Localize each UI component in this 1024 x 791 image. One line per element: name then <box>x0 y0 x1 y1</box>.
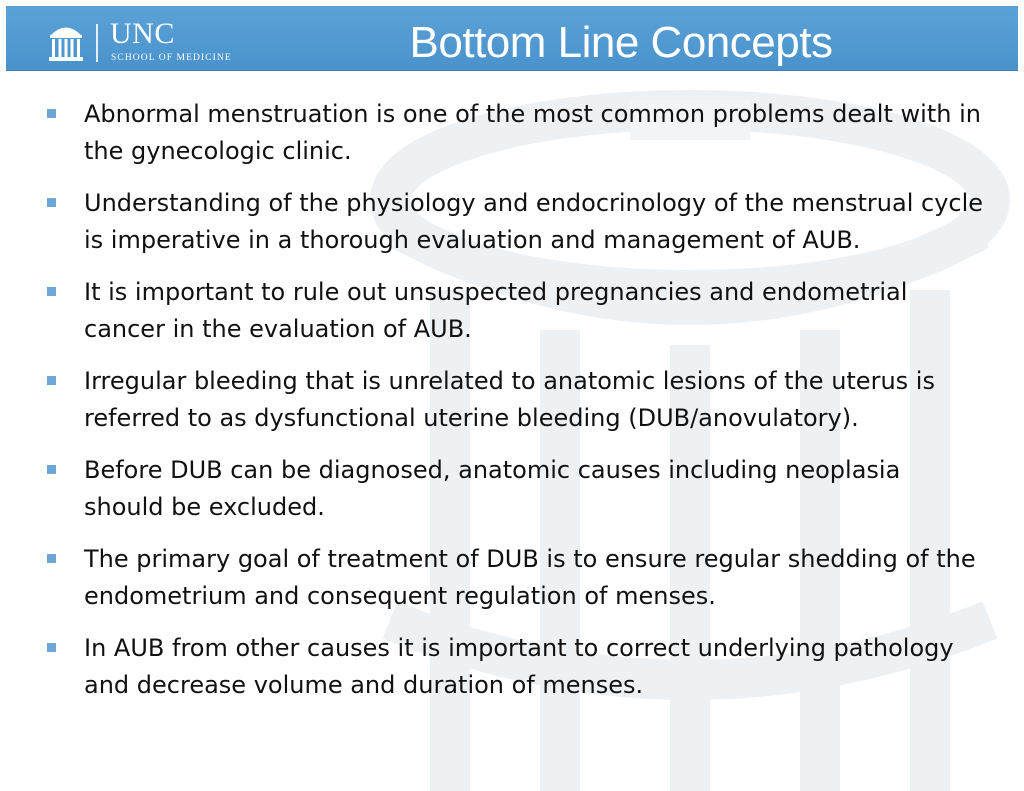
square-bullet-icon <box>47 109 56 118</box>
square-bullet-icon <box>47 198 56 207</box>
bullet-text: Before DUB can be diagnosed, anatomic causes including neoplasia should be excluded. <box>84 456 901 521</box>
bullet-text: Abnormal menstruation is one of the most common problems dealt with in the gynecologic clinic. <box>84 100 981 165</box>
square-bullet-icon <box>47 643 56 652</box>
bullet-item <box>40 363 985 437</box>
square-bullet-icon <box>47 376 56 385</box>
logo-subtitle: SCHOOL OF MEDICINE <box>111 53 232 63</box>
bullet-item <box>40 185 985 259</box>
logo-divider <box>96 24 98 62</box>
logo-name: UNC <box>110 17 175 50</box>
square-bullet-icon <box>47 554 56 563</box>
slide-title: Bottom Line Concepts <box>409 18 833 67</box>
old-well-icon <box>48 22 84 62</box>
bullet-list <box>40 96 985 719</box>
bullet-text: In AUB from other causes it is important to correct underlying pathology and decrease volume and duration of menses. <box>84 634 954 699</box>
bullet-item <box>40 541 985 615</box>
bullet-text: Irregular bleeding that is unrelated to anatomic lesions of the uterus is referred to as dysfunctional uterine bleeding (DUB/anovulatory). <box>84 367 935 432</box>
bullet-text: Understanding of the physiology and endocrinology of the menstrual cycle is imperative in a thorough evaluation and management of AUB. <box>84 189 984 254</box>
bullet-item <box>40 630 985 704</box>
bullet-item <box>40 96 985 170</box>
square-bullet-icon <box>47 287 56 296</box>
bullet-text: The primary goal of treatment of DUB is to ensure regular shedding of the endometrium and consequent regulation of menses. <box>84 545 976 610</box>
bullet-item <box>40 452 985 526</box>
header-bar <box>6 6 1018 71</box>
bullet-item <box>40 274 985 348</box>
square-bullet-icon <box>47 465 56 474</box>
unc-logo <box>48 17 258 66</box>
bullet-text: It is important to rule out unsuspected pregnancies and endometrial cancer in the evaluation of AUB. <box>84 278 908 343</box>
